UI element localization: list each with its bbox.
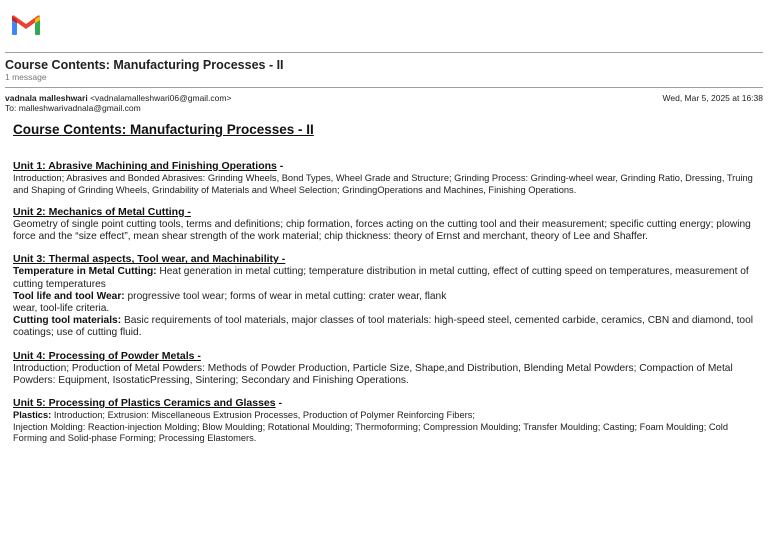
unit-heading-text: Unit 4: Processing of Powder Metals - xyxy=(13,349,201,362)
unit-4 xyxy=(13,350,758,387)
paragraph-label: Temperature in Metal Cutting: xyxy=(13,266,157,278)
paragraph-text: Introduction; Extrusion: Miscellaneous Extrusion Processes, Production of Polymer Reinforcing Fibers; xyxy=(51,410,475,421)
recipient-line: To: malleshwarivadnala@gmail.com xyxy=(5,103,141,113)
unit-1 xyxy=(13,160,758,196)
unit-5 xyxy=(13,397,758,445)
unit-paragraph xyxy=(13,291,758,303)
paragraph-text: Basic requirements of tool materials, major classes of tool materials: high-speed steel, cemented carbide, ceramics, CBN and diamond, tool coatings; use of cutting fluid. xyxy=(13,315,754,339)
unit-text: Introduction; Production of Metal Powders: Methods of Powder Production, Particle Size, Shape,and Distribution, Blending Metal Powders; Compaction of Metal Powders: Equipment, IsostaticPressing, Sintering; Secondary and Finishing Operations. xyxy=(13,362,733,386)
paragraph-text: Heat generation in metal cutting; temperature distribution in metal cutting, effect of cutting speed on temperatures, measurement of cutting temperatures xyxy=(13,266,749,290)
email-subject: Course Contents: Manufacturing Processes - II xyxy=(5,58,284,72)
message-count: 1 message xyxy=(5,72,47,82)
paragraph-label: Plastics: xyxy=(13,410,52,421)
unit-text: Geometry of single point cutting tools, terms and definitions; chip formation, forces acting on the cutting tool and their measurement; specific cutting energy; plowing force and the “size effect”, mean shear strength of the work material; chip thickness: theory of Ernst and merchant, theory of Lee and Shaffer. xyxy=(13,219,751,243)
unit-heading-text: Unit 5: Processing of Plastics Ceramics and Glasses xyxy=(13,397,276,410)
message-divider xyxy=(5,87,763,88)
paragraph-text: progressive tool wear; forms of wear in metal cutting: crater wear, flank xyxy=(124,290,447,302)
unit-heading-suffix: - xyxy=(275,397,283,410)
unit-heading xyxy=(13,206,758,218)
sender-name: vadnala malleshwari xyxy=(5,93,88,103)
paragraph-label: Cutting tool materials: xyxy=(13,315,122,327)
unit-3 xyxy=(13,253,758,339)
unit-2 xyxy=(13,206,758,243)
gmail-logo-icon xyxy=(11,14,41,36)
unit-heading xyxy=(13,160,758,172)
unit-heading xyxy=(13,350,758,362)
sender-line xyxy=(5,93,231,103)
unit-paragraph: wear, tool-life criteria. xyxy=(13,303,110,315)
unit-heading-suffix: - xyxy=(276,160,284,172)
course-title: Course Contents: Manufacturing Processes - II xyxy=(13,122,314,137)
header-divider xyxy=(5,52,763,53)
unit-heading xyxy=(13,397,758,409)
email-body xyxy=(13,122,758,455)
unit-heading-text: Unit 1: Abrasive Machining and Finishing Operations xyxy=(13,160,277,172)
unit-paragraph: Injection Molding: Reaction-injection Molding; Blow Moulding; Rotational Moulding; Thermoforming; Compression Moulding; Transfer Moulding; Casting; Foam Moulding; Cold Forming and Solid-phase Forming; Processing Elastomers. xyxy=(13,421,729,444)
paragraph-label: Tool life and tool Wear: xyxy=(13,290,125,302)
unit-text: Introduction; Abrasives and Bonded Abrasives: Grinding Wheels, Bond Types, Wheel Grade and Structure; Grinding Process: Grinding-wheel wear, Grinding Ratio, Dressing, Truing and Shaping of Grinding Wheels, Grindability of Materials and Wheel Selection; GrindingOperations and Machines, Finishing Operations. xyxy=(13,173,753,195)
unit-paragraph xyxy=(13,266,758,290)
sender-email: <vadnalamalleshwari06@gmail.com> xyxy=(90,93,232,103)
unit-heading-text: Unit 3: Thermal aspects, Tool wear, and Machinability - xyxy=(13,253,286,266)
unit-heading xyxy=(13,253,758,265)
message-date: Wed, Mar 5, 2025 at 16:38 xyxy=(662,93,763,103)
unit-paragraph xyxy=(13,410,758,422)
unit-heading-text: Unit 2: Mechanics of Metal Cutting - xyxy=(13,206,191,218)
unit-paragraph xyxy=(13,315,758,339)
